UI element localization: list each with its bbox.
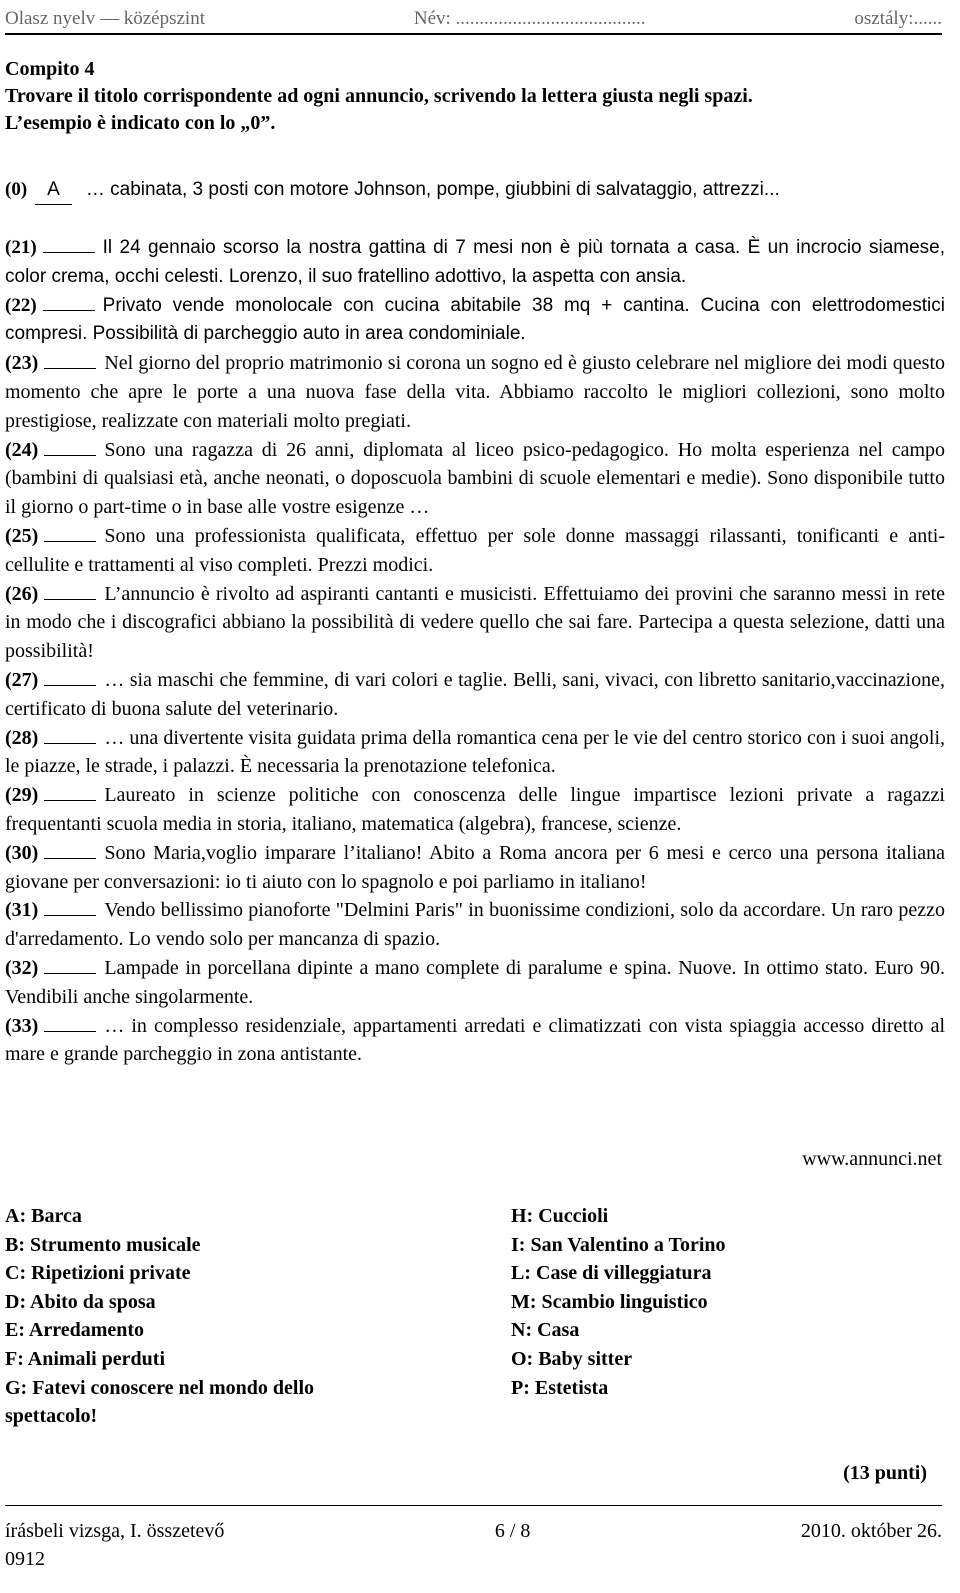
answer-blank[interactable] <box>43 296 95 311</box>
ad-number: (22) <box>5 294 37 316</box>
footer-page-number: 6 / 8 <box>494 1520 531 1542</box>
option-item: N: Casa <box>511 1319 580 1342</box>
ad-item-33 <box>5 1012 945 1070</box>
ad-number: (31) <box>5 899 39 922</box>
ad-text: L’annuncio è rivolto ad aspiranti cantanti e musicisti. Effettuiamo dei provini che saranno messi in rete in modo che i discografici abbiano la possibilità di vedere quello che sai fare. Partecipa a questa selezione, datti una possibilità! <box>5 582 945 663</box>
answer-blank[interactable] <box>44 585 96 600</box>
ad-number: (27) <box>5 668 39 691</box>
ad-item-26 <box>5 580 945 666</box>
page-header <box>5 0 942 30</box>
answer-blank[interactable] <box>44 527 96 542</box>
example-ad <box>5 176 945 205</box>
score-label: (13 punti) <box>843 1462 927 1484</box>
answer-blank[interactable] <box>43 238 95 253</box>
ad-item-31 <box>5 896 945 954</box>
task-instruction: Trovare il titolo corrispondente ad ogni annuncio, scrivendo la lettera giusta negli spazi. <box>5 85 753 107</box>
answer-blank[interactable] <box>44 354 96 369</box>
ad-text: Sono una professionista qualificata, effettuo per sole donne massaggi rilassanti, tonificanti e anti-cellulite e trattamenti al viso completi. Prezzi modici. <box>5 524 945 576</box>
ad-number: (29) <box>5 784 39 807</box>
ad-item-28 <box>5 724 945 782</box>
answer-blank[interactable] <box>44 844 96 859</box>
ad-number: (32) <box>5 956 39 979</box>
ad-text: Lampade in porcellana dipinte a mano complete di paralume e spina. Nuove. In ottimo stato. Euro 90. Vendibili anche singolarmente. <box>5 956 945 1008</box>
ad-text: Privato vende monolocale con cucina abitabile 38 mq + cantina. Cucina con elettrodomestici compresi. Possibilità di parcheggio auto in area condominiale. <box>5 294 945 345</box>
ad-text: Il 24 gennaio scorso la nostra gattina di 7 mesi non è più tornata a casa. È un incrocio siamese, color crema, occhi celesti. Lorenzo, il suo fratellino adottivo, la aspetta con ansia. <box>5 237 945 287</box>
ad-item-24 <box>5 436 945 522</box>
task-example-note: L’esempio è indicato con lo „0”. <box>5 112 276 134</box>
option-item: L: Case di villeggiatura <box>511 1262 712 1285</box>
ad-number: (30) <box>5 841 39 864</box>
answer-blank[interactable] <box>44 1017 96 1032</box>
ad-item-27 <box>5 666 945 724</box>
answer-blank[interactable] <box>44 901 96 916</box>
ad-text: Sono una ragazza di 26 anni, diplomata al liceo psico-pedagogico. Ho molta esperienza nel campo (bambini di qualsiasi età, anche neonati, o doposcuola bambini di scuole elementari e medie). Sono disponibile tutto il giorno o part-time o in base alle vostre esigenze … <box>5 438 945 519</box>
example-text: … cabinata, 3 posti con motore Johnson, pompe, giubbini di salvataggio, attrezzi... <box>85 179 780 200</box>
option-item: E: Arredamento <box>5 1319 145 1342</box>
ad-text: … una divertente visita guidata prima della romantica cena per le vie del centro storico con i suoi angoli, le piazze, le strade, i palazzi. È necessaria la prenotazione telefonica. <box>5 726 945 778</box>
option-item: C: Ripetizioni private <box>5 1262 191 1285</box>
source-url: www.annunci.net <box>802 1148 942 1170</box>
ads-list <box>5 234 945 1069</box>
ad-text: Laureato in scienze politiche con conoscenza delle lingue impartisce lezioni private a ragazzi frequentanti scuola media in storia, italiano, matematica (algebra), francese, scienze. <box>5 784 945 835</box>
ad-text: … sia maschi che femmine, di vari colori e taglie. Belli, sani, vivaci, con libretto sanitario,vaccinazione, certificato di buona salute del veterinario. <box>5 668 945 720</box>
ad-item-22 <box>5 292 945 350</box>
options-right-column <box>511 1202 941 1402</box>
option-item: P: Estetista <box>511 1376 609 1399</box>
ad-number: (26) <box>5 582 39 605</box>
answer-blank[interactable] <box>44 959 96 974</box>
ad-item-30 <box>5 839 945 897</box>
ad-text: Vendo bellissimo pianoforte "Delmini Paris" in buonissime condizioni, solo da accordare. Un raro pezzo d'arredamento. Lo vendo solo per mancanza di spazio. <box>5 899 945 951</box>
example-number: (0) <box>5 179 28 200</box>
footer-date: 2010. október 26. <box>800 1520 942 1542</box>
task-title-block <box>5 56 945 137</box>
footer-code: 0912 <box>5 1548 45 1570</box>
ad-text: … in complesso residenziale, appartamenti arredati e climatizzati con vista spiaggia accesso diretto al mare e grande parcheggio in zona antistante. <box>5 1014 945 1066</box>
footer-exam-part: írásbeli vizsga, I. összetevő <box>5 1520 225 1542</box>
ad-item-25 <box>5 522 945 580</box>
ad-number: (25) <box>5 524 39 547</box>
header-divider <box>5 33 942 35</box>
header-name-field: Név: ........................................ <box>413 8 646 29</box>
header-subject: Olasz nyelv — középszint <box>5 8 205 29</box>
option-item: B: Strumento musicale <box>5 1233 201 1256</box>
option-item: F: Animali perduti <box>5 1347 166 1370</box>
option-item: A: Barca <box>5 1205 82 1227</box>
ad-item-29 <box>5 781 945 839</box>
footer-divider <box>5 1505 942 1506</box>
ad-item-21 <box>5 234 945 292</box>
answer-blank[interactable] <box>44 441 96 456</box>
option-item: M: Scambio linguistico <box>511 1290 708 1313</box>
ad-number: (24) <box>5 438 39 461</box>
option-item: G: Fatevi conoscere nel mondo dello spettacolo! <box>5 1376 315 1428</box>
option-item: H: Cuccioli <box>511 1205 609 1227</box>
options-left-column <box>5 1202 405 1431</box>
task-number: Compito 4 <box>5 58 95 80</box>
answer-blank[interactable] <box>44 671 96 686</box>
page-footer <box>5 1520 942 1543</box>
answer-blank[interactable] <box>44 786 96 801</box>
option-item: O: Baby sitter <box>511 1347 633 1370</box>
ad-number: (33) <box>5 1014 39 1037</box>
example-answer: A <box>35 176 72 205</box>
ad-number: (23) <box>5 352 39 375</box>
ad-item-23 <box>5 349 945 435</box>
ad-number: (28) <box>5 726 39 749</box>
ad-text: Sono Maria,voglio imparare l’italiano! Abito a Roma ancora per 6 mesi e cerco una persona italiana giovane per conversazioni: io ti aiuto con lo spagnolo e poi parliamo in italiano! <box>5 841 945 893</box>
option-item: D: Abito da sposa <box>5 1290 156 1313</box>
ad-text: Nel giorno del proprio matrimonio si corona un sogno ed è giusto celebrare nel migliore dei modi questo momento che apre le porte a una nuova fase della vita. Abbiamo raccolto le migliori collezioni, sono molto prestigiose, realizzate con materiali molto pregiati. <box>5 352 945 432</box>
ad-item-32 <box>5 954 945 1012</box>
header-class-field: osztály:...... <box>854 8 942 29</box>
option-item: I: San Valentino a Torino <box>511 1233 726 1256</box>
answer-blank[interactable] <box>44 729 96 744</box>
ad-number: (21) <box>5 237 37 258</box>
